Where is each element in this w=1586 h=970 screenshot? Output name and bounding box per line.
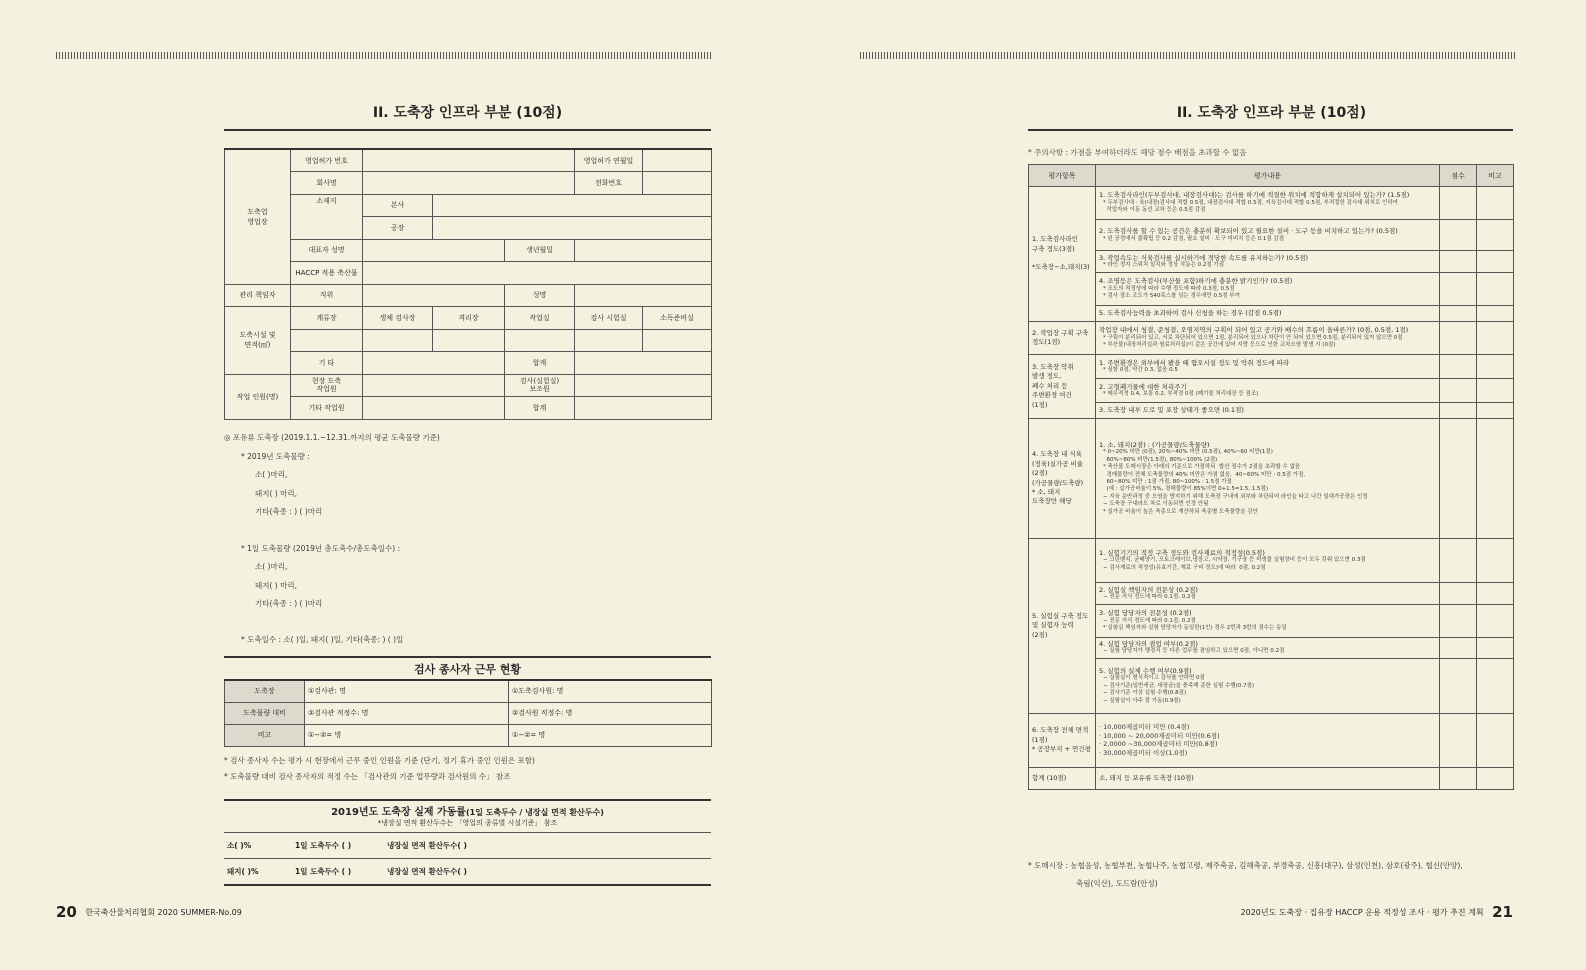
- inspector-row-b[interactable]: ②검사원 적정수: 명: [509, 702, 712, 724]
- caution-note: * 주의사항 : 가점을 부여하더라도 해당 점수 배점을 초과할 수 없음: [1028, 148, 1247, 157]
- criteria-sub: * 왼 공정에서 불확립 등 0.2 감점, 필요 설비 · 도구 미비치 등은 0.1점 감점: [1103, 235, 1285, 242]
- footer-text: 2020년도 도축장 · 집유장 HACCP 운용 적정성 조사 · 평가 추진 계획: [1240, 907, 1484, 917]
- head-office-label: 본사: [363, 194, 433, 217]
- table-row: [1029, 638, 1514, 659]
- ruminant-heading: ◎ 포유류 도축장 (2019.1.1.~12.31.까지의 평균 도축물량 기준): [224, 433, 440, 442]
- cattle-count-2: 소( )마리,: [255, 562, 288, 571]
- company-label: 회사명: [291, 172, 363, 195]
- category-cell: 합계 (10점): [1029, 767, 1096, 789]
- table-row: [1029, 713, 1514, 767]
- remark-cell[interactable]: [1477, 638, 1514, 659]
- lab-label: 검사 시험실: [575, 307, 643, 330]
- op-rate[interactable]: 소( )%: [224, 833, 292, 859]
- criteria-sub: (예 : 실가공비율이 5%, 경매물량이 85%이면 0+1.5=1.5, 1.5점): [1103, 486, 1268, 493]
- score-cell[interactable]: [1440, 322, 1477, 355]
- score-cell[interactable]: [1440, 605, 1477, 638]
- mooring-label: 계류장: [291, 307, 363, 330]
- total2-label: 합계: [505, 397, 575, 420]
- right-footer: [1241, 903, 1513, 921]
- lab-assistant-label: 검사(실험실) 보조원: [505, 374, 575, 397]
- criteria-cell: [1096, 379, 1440, 403]
- score-cell[interactable]: [1440, 220, 1477, 251]
- decorative-dot-bar: [860, 52, 1515, 59]
- inspector-note-2: * 도축물량 대비 검사 종사자의 적정 수는 「검사관의 기준 업무량과 검사원의 수」 참조: [224, 772, 511, 781]
- remark-cell[interactable]: [1477, 251, 1514, 273]
- criteria-sub: 작업자와 이동 동선 교차 등은 0.5점 감점: [1103, 207, 1206, 214]
- criteria-sub: − 크린벤치, 균배양기, 오토크레이브,냉장고, 시약장, 기구장 등 미생물 실험장비 등이 모두 갖춰 있으면 0.3점: [1103, 557, 1366, 564]
- criteria-cell: [1096, 713, 1440, 767]
- score-cell[interactable]: [1440, 403, 1477, 419]
- criteria-sub: − 도축장 구내라도 차로 이동되면 인정 안됨: [1103, 501, 1209, 508]
- page-title: II. 도축장 인프라 부분 (10점): [1176, 105, 1367, 121]
- criteria-sub: * 매우적정 0.4, 보통 0.2, 부적정 0점 (폐기물 처리대장 등 점조): [1103, 391, 1259, 397]
- remark-cell[interactable]: [1477, 355, 1514, 379]
- right-page: [793, 0, 1586, 970]
- table-row: [1029, 273, 1514, 306]
- criteria-cell: [1096, 403, 1440, 419]
- table-row: [1029, 419, 1514, 539]
- pig-count: 돼지( ) 마리,: [255, 489, 297, 498]
- birth-label: 생년월일: [505, 239, 575, 262]
- inspector-row-b[interactable]: ①−②= 명: [509, 724, 712, 746]
- table-row: [1029, 583, 1514, 605]
- op-rate[interactable]: 돼지( )%: [224, 859, 292, 885]
- op-converted[interactable]: 냉장실 면적 환산두수( ): [384, 833, 711, 859]
- criteria-main: 5. 실험의 실제 수행 여부(0.9점): [1099, 666, 1192, 675]
- criteria-cell: [1096, 220, 1440, 251]
- category-cell: 5. 실험실 구축 정도 및 실험자 능력 (2점): [1029, 539, 1096, 714]
- category-cell: 2. 작업장 구획 구축 정도(1점): [1029, 322, 1096, 355]
- criteria-cell: [1096, 583, 1440, 605]
- criteria-main: 1. 실험기기의 적정 구축 정도와 검사재료의 적정성(0.5점): [1099, 548, 1265, 557]
- group-facility: 도축시설 및 면적(㎡): [225, 307, 291, 375]
- remark-cell[interactable]: [1477, 658, 1514, 713]
- cattle-count: 소( )마리,: [255, 470, 288, 479]
- table-row: [1029, 658, 1514, 713]
- license-date-label: 영업허가 연월일: [575, 149, 643, 172]
- remark-cell[interactable]: [1477, 322, 1514, 355]
- section-rule: [224, 799, 711, 801]
- category-cell: 1. 도축검사라인 구축 정도(3점) *도축장−소,돼지(3): [1029, 187, 1096, 322]
- group-staff: 작업 인원(명): [225, 374, 291, 419]
- criteria-main: 2. 실험실 책임자의 전문성 (0.2점): [1099, 585, 1198, 594]
- criteria-cell: [1096, 251, 1440, 273]
- position-label: 직위: [291, 284, 363, 307]
- score-cell[interactable]: [1440, 355, 1477, 379]
- criteria-sub: · 10,000 ~ 20,000제곱미터 미만(0.6점): [1099, 731, 1220, 740]
- table-row: [1029, 220, 1514, 251]
- remark-cell[interactable]: [1477, 583, 1514, 605]
- operation-title-sub: (1일 도축두수 / 냉장실 면적 환산두수): [465, 808, 604, 817]
- table-row: [1029, 187, 1514, 220]
- op-daily[interactable]: 1일 도축두수 ( ): [292, 859, 384, 885]
- remark-cell[interactable]: [1477, 605, 1514, 638]
- op-daily[interactable]: 1일 도축두수 ( ): [292, 833, 384, 859]
- daily-volume: * 1일 도축물량 (2019년 총도축수/총도축일수) :: [241, 544, 401, 553]
- criteria-sub: − 실험 담당자가 행정직 등 다른 업무를 겸임하고 있으면 0점, 아니면 0.2점: [1103, 648, 1285, 655]
- criteria-sub: * 라인 정지 스위치 설치와 정상 작동은 0.2점 가점: [1103, 262, 1225, 268]
- criteria-sub: − 검사기준(일반세균, 대장균)을 충족해 준한 실험 수행(0.7점): [1103, 682, 1255, 689]
- slaughter-days: * 도축일수 : 소( )일, 돼지( )일, 기타(축종: ) ( )일: [241, 635, 404, 644]
- remark-cell[interactable]: [1477, 403, 1514, 419]
- page-number: 20: [56, 903, 77, 921]
- criteria-cell: [1096, 322, 1440, 355]
- criteria-cell: [1096, 658, 1440, 713]
- header-category: 평가항목: [1029, 165, 1096, 187]
- criteria-main: 작업장 내에서 청결, 준청결, 오염지역의 구획이 되어 있고 공기와 배수의 흐름이 올바른가? (0점, 0.5점, 1점): [1099, 326, 1409, 335]
- workroom-label: 작업실: [505, 307, 575, 330]
- criteria-sub: − 실험실이 형식적이고 검사를 안하면 0점: [1103, 675, 1205, 682]
- criteria-main: 소, 돼지 등 포유류 도축장 (10점): [1099, 774, 1194, 783]
- inspector-row-label: 도축장: [225, 680, 305, 702]
- criteria-main: 2. 고형폐기물에 대한 처리주기: [1099, 382, 1187, 391]
- table-row: [1029, 605, 1514, 638]
- criteria-sub: * 두부검사대 · 육(내장)검사대 적합 0.5점, 내장검사대 적합 0.5점, 지육검사대 적합 0.5점, 부적절한 검사대 위치로 인하여: [1103, 199, 1398, 206]
- criteria-main: 3. 작업속도는 식육검사를 실시하기에 적당한 속도를 유지하는가? (0.5점): [1099, 253, 1309, 262]
- inspector-row-b[interactable]: ①도축검사원: 명: [509, 680, 712, 702]
- table-row: [1029, 403, 1514, 419]
- address-label: 소재지: [291, 194, 363, 239]
- score-cell[interactable]: [1440, 583, 1477, 605]
- criteria-cell: [1096, 419, 1440, 539]
- inspector-row-a[interactable]: ①검사관: 명: [305, 680, 509, 702]
- other-count: 기타(축종 : ) ( )마리: [255, 507, 323, 516]
- criteria-main: 4. 실험 담당자의 겸업 여부(0.2점): [1099, 640, 1198, 648]
- manager-label: 관리 책임자: [225, 284, 291, 307]
- factory-label: 공장: [363, 217, 433, 240]
- onsite-worker-label: 현장 도축 작업원: [291, 374, 363, 397]
- category-cell: 6. 도축장 전체 면적 (1점) * 공장부지 + 연건평: [1029, 713, 1096, 767]
- criteria-sub: · 30,000제곱미터 이상(1.0점): [1099, 749, 1188, 758]
- criteria-sub: − 전문 지식 정도에 따라 0.1점, 0.2점: [1103, 617, 1196, 624]
- criteria-sub: * 0~20% 미만 (0점), 20%~40% 미만 (0.5점), 40%~60 미만(1점): [1103, 449, 1273, 456]
- header-remark: 비고: [1477, 165, 1514, 187]
- criteria-sub: * 심함 0점, 약간 0.3, 없음 0.5: [1103, 367, 1178, 373]
- criteria-main: 1. 주변환경은 외부에서 봤을 때 혐오시설 정도 및 악취 정도에 따라: [1099, 358, 1290, 367]
- phone-label: 전화번호: [575, 172, 643, 195]
- criteria-sub: 60%~80% 미만(1.5점), 80%~100% (2점): [1103, 456, 1218, 463]
- operation-table: [224, 832, 711, 886]
- criteria-sub: 경매물량이 전체 도축물량의 40% 미만은 가점 없음, 40~60% 미만 : 0.5점 가점,: [1103, 471, 1306, 478]
- name-label: 성명: [505, 284, 575, 307]
- criteria-sub: * 구획이 분리되어 있고, 서로 차단되어 있으면 1점, 분리되어 있으나 차단이 안 되어 있으면 0.5점, 분리되어 있지 않으면 0점: [1103, 334, 1403, 341]
- other-worker-label: 기타 작업원: [291, 397, 363, 420]
- remark-cell[interactable]: [1477, 220, 1514, 251]
- category-cell: 3. 도축장 악취 발생 정도, 폐수 처리 등 주변환경 여건 (1점): [1029, 355, 1096, 419]
- title-rule: [1028, 129, 1513, 131]
- criteria-cell: [1096, 355, 1440, 379]
- score-cell[interactable]: [1440, 419, 1477, 539]
- criteria-main: 4. 조명등은 도축검사(부산물 포함)하기에 충분한 밝기인가? (0.5점): [1099, 277, 1293, 286]
- criteria-main: 1. 도축검사라인(두부검사대, 내장검사대)는 검사를 하기에 적절한 위치에 적합하게 설치되어 있는가? (1.5점): [1099, 191, 1410, 200]
- isolation-label: 격리장: [433, 307, 505, 330]
- remark-cell[interactable]: [1477, 273, 1514, 306]
- score-cell[interactable]: [1440, 306, 1477, 322]
- criteria-main: 3. 도축장 내부 도로 및 포장 상태가 좋으면 (0.1점): [1099, 406, 1244, 415]
- table-row: [1029, 355, 1514, 379]
- remark-cell[interactable]: [1477, 539, 1514, 583]
- score-cell[interactable]: [1440, 379, 1477, 403]
- criteria-cell: [1096, 187, 1440, 220]
- criteria-cell: [1096, 273, 1440, 306]
- table-row: [1029, 251, 1514, 273]
- criteria-cell: [1096, 767, 1440, 789]
- criteria-sub: − 전문 지식 정도에 따라 0.1점, 0.2점: [1103, 594, 1196, 600]
- criteria-cell: [1096, 306, 1440, 322]
- table-row: [1029, 539, 1514, 583]
- score-cell[interactable]: [1440, 251, 1477, 273]
- footer-text: 한국축산물처리협회 2020 SUMMER-No.09: [85, 907, 242, 917]
- remark-cell[interactable]: [1477, 713, 1514, 767]
- category-cell: 4. 도축장 내 식육 (정육)실가공 비율 (2점) (가공물량/도축량) * 소, 돼지 도축장만 해당: [1029, 419, 1096, 539]
- score-cell[interactable]: [1440, 658, 1477, 713]
- criteria-sub: · 10,000제곱미터 미만 (0.4점): [1099, 722, 1190, 731]
- criteria-main: 1. 소, 돼지(2점) : (가공물량/도축물량): [1099, 440, 1210, 449]
- criteria-sub: * 조도의 적정성에 따라 수행 정도에 따라 0.3점, 0.5점: [1103, 285, 1235, 292]
- total-label: 합계: [505, 352, 575, 375]
- group-slaughterhouse: 도축업 영업장: [225, 149, 291, 284]
- live-inspection-label: 생체 검사장: [363, 307, 433, 330]
- criteria-sub: · 2,0000 ~30,000제곱미터 미만(0.8점): [1099, 740, 1218, 749]
- criteria-main: 2. 도축검사를 할 수 있는 공간은 충분히 확보되어 있고 필요한 설비 · 도구 등을 비치하고 있는가? (0.5점): [1099, 227, 1398, 236]
- remark-cell[interactable]: [1477, 419, 1514, 539]
- header-content: 평가내용: [1096, 165, 1440, 187]
- op-converted[interactable]: 냉장실 면적 환산두수( ): [384, 859, 711, 885]
- table-row: [1029, 306, 1514, 322]
- table-row: [1029, 767, 1514, 789]
- criteria-cell: [1096, 605, 1440, 638]
- operation-subtitle: *냉장실 면적 환산두수는 「영업의 종류별 시설기준」 참조: [377, 819, 558, 827]
- disinfection-label: 소독준비실: [643, 307, 712, 330]
- inspector-row-a[interactable]: ②검사관 적정수: 명: [305, 702, 509, 724]
- remark-cell[interactable]: [1477, 187, 1514, 220]
- header-score: 점수: [1440, 165, 1477, 187]
- operation-title-main: 2019년도 도축장 실제 가동률: [331, 807, 466, 818]
- criteria-main: 5. 도축검사능력을 초과하여 검사 신청을 하는 경우 (감점 0.5점): [1099, 309, 1282, 318]
- pig-count-2: 돼지( ) 마리,: [255, 581, 297, 590]
- criteria-cell: [1096, 638, 1440, 659]
- score-cell[interactable]: [1440, 713, 1477, 767]
- score-cell[interactable]: [1440, 273, 1477, 306]
- score-cell[interactable]: [1440, 767, 1477, 789]
- inspector-row-label: 비고: [225, 724, 305, 746]
- score-cell[interactable]: [1440, 187, 1477, 220]
- remark-cell[interactable]: [1477, 379, 1514, 403]
- criteria-sub: * 축산물 도매시장은 아래의 기준으로 가점하되 합산 점수가 2점을 초과할 수 없음: [1103, 464, 1301, 471]
- criteria-sub: * 실험실 책임자와 실험 담당자가 동일한(1인) 경우 2번과 3번의 점수는 동일: [1103, 625, 1287, 632]
- inspector-row-a[interactable]: ①−②= 명: [305, 724, 509, 746]
- page-title: II. 도축장 인프라 부분 (10점): [372, 105, 563, 121]
- left-footer: [56, 903, 242, 921]
- criteria-sub: * 검사 장소 조도가 540룩스를 넘는 경우에만 0.5점 부여: [1103, 293, 1240, 300]
- criteria-sub: 60~80% 미만 : 1점 가점, 80~100% : 1.5점 가점: [1103, 479, 1232, 485]
- criteria-sub: − 지육 운반과정 중 오염을 방지하기 위해 도축장 구내에 외부와 차단되어 라인을 타고 나간 일대가공장은 인정: [1103, 493, 1368, 500]
- criteria-sub: − 실험실이 아주 잘 가동(0.9점): [1103, 697, 1181, 704]
- criteria-cell: [1096, 539, 1440, 583]
- other-count-2: 기타(축종 : ) ( )마리: [255, 599, 323, 608]
- score-cell[interactable]: [1440, 638, 1477, 659]
- criteria-sub: * 실가공 비율이 높은 축종으로 계산하되 축종별 도축물량을 감안: [1103, 508, 1258, 515]
- inspector-row-label: 도축물량 대비: [225, 702, 305, 724]
- criteria-sub: − 검사재료의 적정성(유효기간, 재료 구비 정도)에 따라 0점, 0.2점: [1103, 564, 1266, 571]
- remark-cell[interactable]: [1477, 306, 1514, 322]
- table-row: [224, 859, 711, 885]
- page-number: 21: [1492, 903, 1513, 921]
- volume-2019: * 2019년 도축물량 :: [241, 452, 310, 461]
- representative-label: 대표자 성명: [291, 239, 363, 262]
- remark-cell[interactable]: [1477, 767, 1514, 789]
- haccp-label: HACCP 적용 축산물: [291, 262, 363, 285]
- table-row: [224, 833, 711, 859]
- others-label: 기 타: [291, 352, 363, 375]
- criteria-sub: − 검사기준 이상 실험 수행(0.8점): [1103, 690, 1187, 697]
- table-row: [1029, 322, 1514, 355]
- license-no-label: 영업허가 번호: [291, 149, 363, 172]
- inspector-note-1: * 검사 종사자 수는 평가 시 현장에서 근무 중인 인원을 기준 (단기, 정기 휴가 중인 인원은 포함): [224, 756, 535, 765]
- criteria-sub: * 부산물(내장처리실과 원료처리실)이 같은 공간에 있어 지랑 등으로 인한 교차오염 발생 시 (0점): [1103, 342, 1336, 349]
- table-row: [1029, 379, 1514, 403]
- inspector-title: 검사 종사자 근무 현황: [413, 663, 522, 676]
- operation-title: [224, 803, 711, 818]
- criteria-main: 3. 실험 담당자의 전문성 (0.2점): [1099, 609, 1192, 618]
- market-note-line-1: * 도매시장 : 농협음성, 농협부천, 농협나주, 농협고령, 제주축공, 김해축공, 부경축공, 신흥(대구), 삼성(인천), 삼호(광주), 협신(안양),: [1028, 861, 1463, 870]
- score-cell[interactable]: [1440, 539, 1477, 583]
- evaluation-table: [1028, 164, 1514, 790]
- market-note: [1028, 857, 1463, 893]
- market-note-line-2: 축림(익산), 도드람(안성): [1076, 879, 1158, 888]
